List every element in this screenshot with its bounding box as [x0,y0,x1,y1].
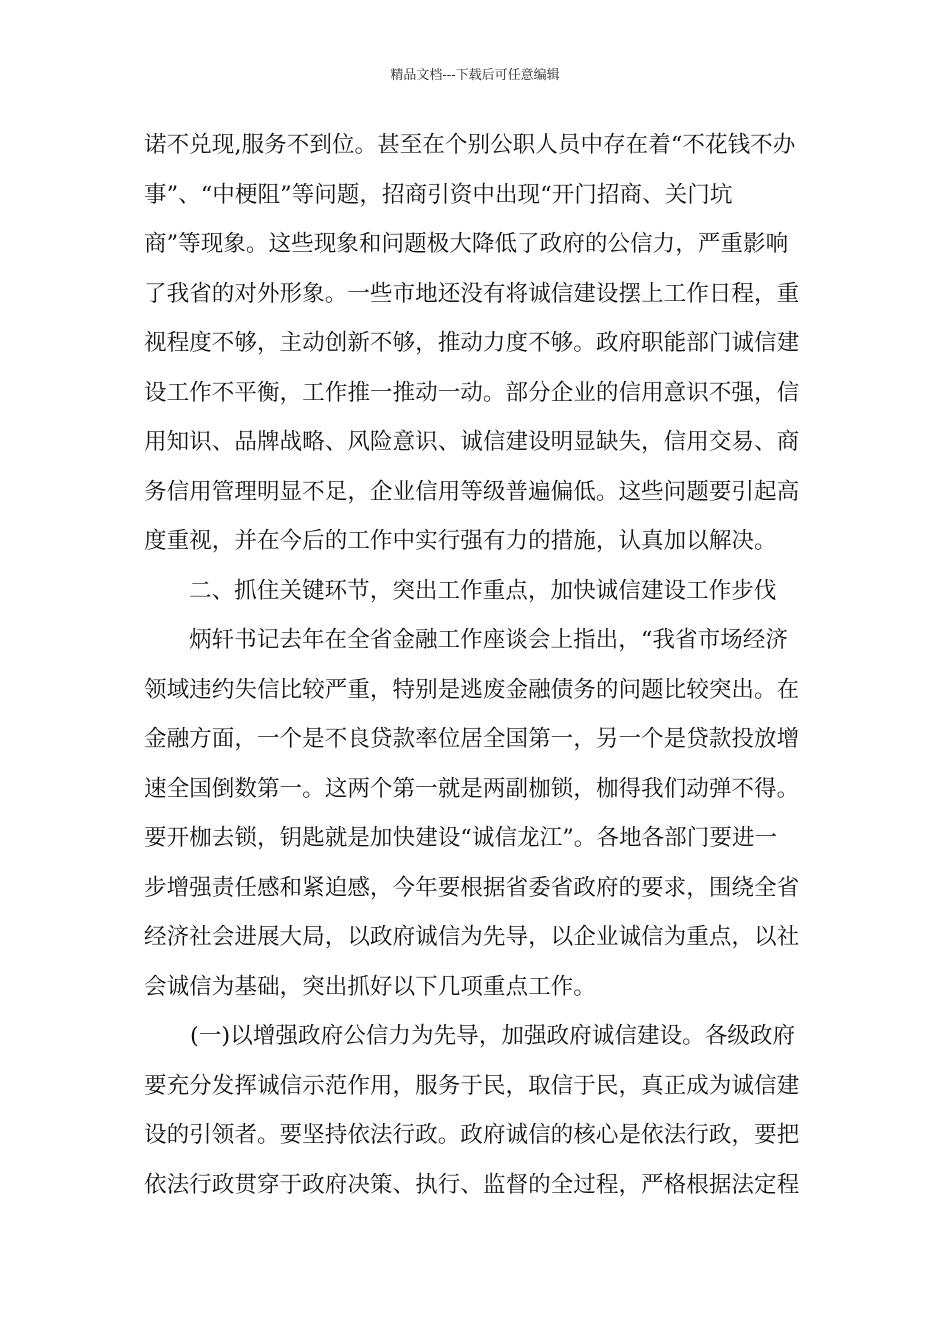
document-body [144,121,806,1210]
subsection-heading: (一)以增强政府公信力为先导，加强政府诚信建设。各级政府 [190,1023,796,1049]
section-heading: 二、抓住关键环节，突出工作重点，加快诚信建设工作步伐 [189,577,777,604]
text-line: 务信用管理明显不足，企业信用等级普遍偏低。这些问题要引起高 [144,478,800,505]
text-line: 要充分发挥诚信示范作用，服务于民，取信于民，真正成为诚信建 [144,1072,800,1099]
text-line: 经济社会进展大局，以政府诚信为先导，以企业诚信为重点，以社 [144,924,800,950]
text-line: 视程度不够，主动创新不够，推动力度不够。政府职能部门诚信建 [144,330,800,356]
text-line: 速全国倒数第一。这两个第一就是两副枷锁，枷得我们动弹不得。 [144,775,800,802]
text-line: 金融方面，一个是不良贷款率位居全国第一，另一个是贷款投放增 [144,726,800,752]
text-line: 会诚信为基础，突出抓好以下几项重点工作。 [144,973,596,1000]
text-line: 要开枷去锁，钥匙就是加快建设“诚信龙江”。各地各部门要进一 [144,825,778,851]
text-line: 用知识、品牌战略、风险意识、诚信建设明显缺失，信用交易、商 [144,429,800,455]
text-line: 事”、“中梗阻”等问题，招商引资中出现“开门招商、关门坑 [144,181,733,208]
text-line: 领域违约失信比较严重，特别是逃废金融债务的问题比较突出。在 [144,676,800,703]
text-line: 设的引领者。要坚持依法行政。政府诚信的核心是依法行政，要把 [144,1122,800,1148]
page-header: 精品文档---下载后可任意编辑 [390,68,560,83]
text-line: 炳轩书记去年在全省金融工作座谈会上指出，“我省市场经济 [189,627,788,653]
text-line: 设工作不平衡，工作推一推动一动。部分企业的信用意识不强，信 [144,379,800,406]
text-line: 度重视，并在今后的工作中实行强有力的措施，认真加以解决。 [144,528,777,554]
text-line: 依法行政贯穿于政府决策、执行、监督的全过程，严格根据法定程 [144,1171,800,1198]
text-line: 诺不兑现,服务不到位。甚至在个别公职人员中存在着“不花钱不办 [144,132,796,158]
text-line: 商”等现象。这些现象和问题极大降低了政府的公信力，严重影响 [144,231,789,257]
text-line: 步增强责任感和紧迫感，今年要根据省委省政府的要求，围绕全省 [144,874,800,901]
text-line: 了我省的对外形象。一些市地还没有将诚信建设摆上工作日程，重 [144,280,800,307]
